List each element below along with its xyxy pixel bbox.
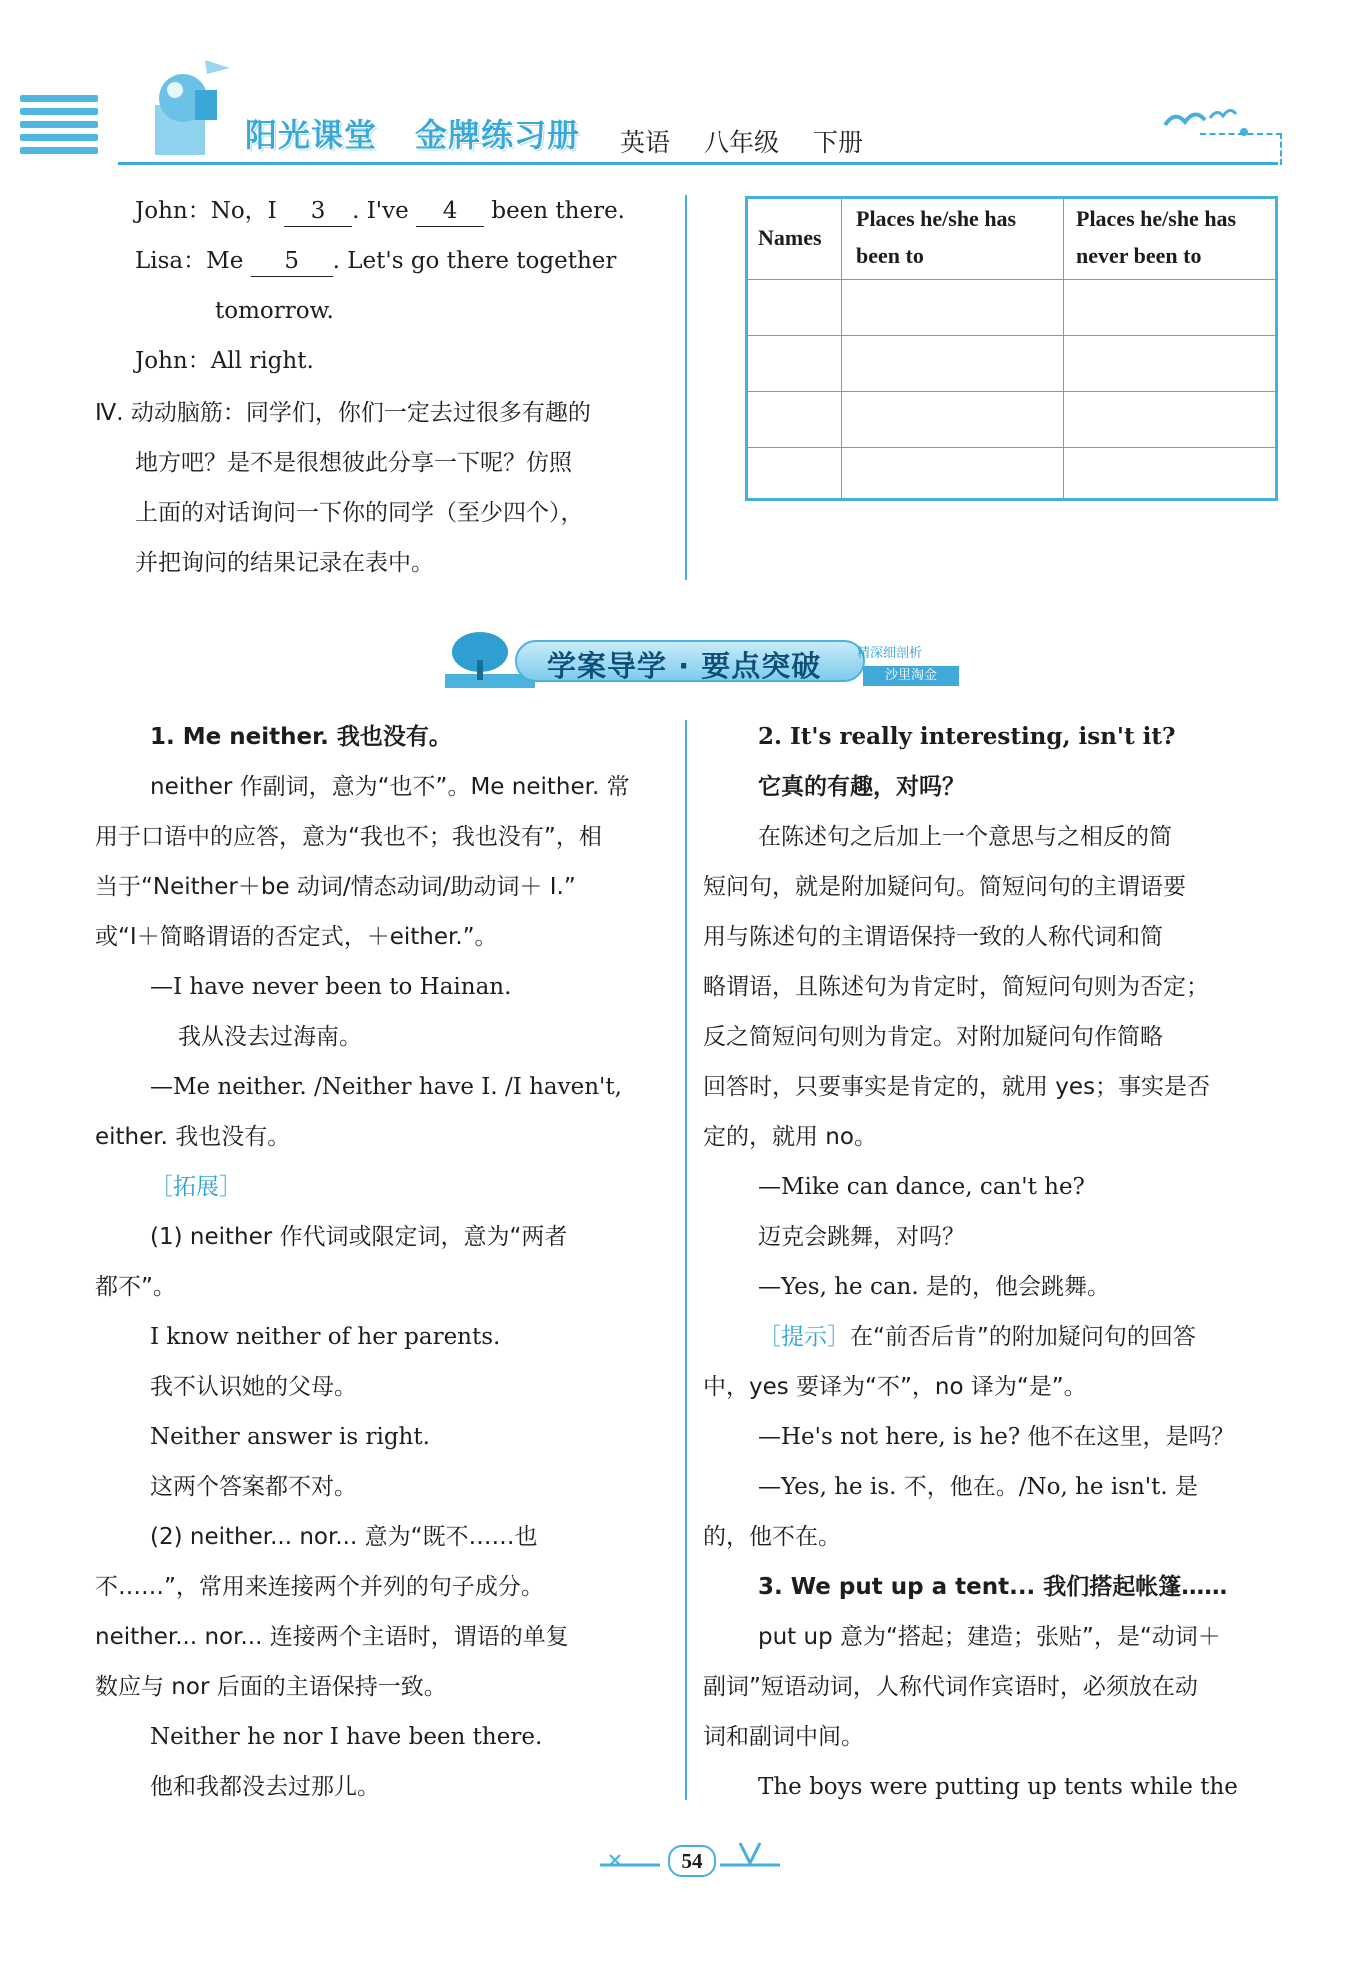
- right-text: 词和副词中间。: [703, 1724, 864, 1750]
- table-header-never-1: Places he/she has: [1076, 206, 1237, 231]
- page-number: 54: [668, 1845, 716, 1877]
- dialogue-line-john-1: [135, 196, 625, 227]
- dialogue-text: Me: [206, 248, 244, 274]
- left-text: neither 作副词，意为“也不”。Me neither. 常: [150, 774, 630, 800]
- task4-line: 地方吧？是不是很想彼此分享一下呢？仿照: [135, 450, 572, 476]
- example-en: —Yes, he is. 不，他在。/No, he isn't. 是: [758, 1474, 1198, 1500]
- grade: 八年级: [704, 128, 780, 157]
- brand-title-1: 阳光课堂: [245, 116, 378, 154]
- tip-label: ［提示］: [758, 1324, 850, 1350]
- table-row[interactable]: [748, 391, 1275, 448]
- dialogue-line-john-2: John：All right.: [135, 348, 314, 374]
- table-header-been-1: Places he/she has: [856, 206, 1017, 231]
- extension-label: ［拓展］: [150, 1174, 242, 1200]
- right-text: 副词”短语动词，人称代词作宾语时，必须放在动: [703, 1674, 1198, 1700]
- table-header-never-2: never been to: [1076, 243, 1202, 268]
- speaker-john: John：: [135, 198, 211, 224]
- subject: 英语: [620, 128, 671, 157]
- task4-line: 上面的对话询问一下你的同学（至少四个），: [135, 500, 584, 526]
- dialogue-text: been there.: [491, 198, 625, 224]
- right-text: 中，yes 要译为“不”，no 译为“是”。: [703, 1374, 1087, 1400]
- example-en: —Yes, he can. 是的，他会跳舞。: [758, 1274, 1110, 1300]
- example-cn: 迈克会跳舞，对吗？: [758, 1224, 965, 1250]
- example-en: —I have never been to Hainan.: [150, 974, 512, 1000]
- brand-title-2: 金牌练习册: [415, 116, 581, 154]
- example-en: Neither he nor I have been there.: [150, 1724, 543, 1750]
- example-cn: 我从没去过海南。: [178, 1024, 362, 1050]
- example-cn: either. 我也没有。: [95, 1124, 291, 1150]
- left-text: 都不”。: [95, 1274, 176, 1300]
- example-en: —Me neither. /Neither have I. /I haven't,: [150, 1074, 622, 1100]
- dialogue-text: No，I: [210, 198, 277, 224]
- right-text: 略谓语，且陈述句为肯定时，简短问句则为否定；: [703, 974, 1209, 1000]
- right-text: 用与陈述句的主谓语保持一致的人称代词和简: [703, 924, 1163, 950]
- right-text: 反之简短问句则为肯定。对附加疑问句作简略: [703, 1024, 1163, 1050]
- left-text: neither... nor... 连接两个主语时，谓语的单复: [95, 1624, 569, 1650]
- dialogue-text: . Let's go there together: [332, 248, 617, 274]
- left-text: 数应与 nor 后面的主语保持一致。: [95, 1674, 447, 1700]
- survey-table: [745, 196, 1278, 501]
- table-row[interactable]: [748, 335, 1275, 392]
- example-en: I know neither of her parents.: [150, 1324, 501, 1350]
- right-text: put up 意为“搭起；建造；张贴”，是“动词＋: [758, 1624, 1221, 1650]
- page-footer: [590, 1835, 790, 1885]
- example-cn: 的，他不在。: [703, 1524, 841, 1550]
- right-text: 定的，就用 no。: [703, 1124, 877, 1150]
- point-2-translation: 它真的有趣，对吗？: [758, 774, 965, 800]
- left-text: (2) neither... nor... 意为“既不……也: [150, 1524, 538, 1550]
- dialogue-text: . I've: [352, 198, 409, 224]
- tip-line: [758, 1322, 1196, 1352]
- header-rule: [118, 162, 1278, 165]
- section-banner: [435, 630, 955, 692]
- table-header-names: Names: [758, 225, 822, 250]
- volume: 下册: [813, 128, 864, 157]
- point-1-title: 1. Me neither. 我也没有。: [150, 724, 452, 750]
- header-logo-icon: [135, 60, 235, 160]
- header-subject: [620, 123, 897, 159]
- point-3-title: 3. We put up a tent... 我们搭起帐篷……: [758, 1574, 1228, 1600]
- example-cn: 这两个答案都不对。: [150, 1474, 357, 1500]
- example-cn: 他和我都没去过那儿。: [150, 1774, 380, 1800]
- column-divider-top: [685, 195, 687, 580]
- header-brand: [245, 110, 618, 156]
- point-2-title: 2. It's really interesting, isn't it?: [758, 723, 1176, 750]
- table-header-been-2: been to: [856, 243, 924, 268]
- right-text: 回答时，只要事实是肯定的，就用 yes；事实是否: [703, 1074, 1211, 1100]
- task4-line: 并把询问的结果记录在表中。: [135, 550, 434, 576]
- answer-blank-3[interactable]: 3: [284, 196, 352, 227]
- example-cn: 我不认识她的父母。: [150, 1374, 357, 1400]
- header-stripes: [20, 95, 98, 165]
- left-text: (1) neither 作代词或限定词，意为“两者: [150, 1224, 568, 1250]
- banner-tag-1: 精深细剖析: [857, 646, 923, 661]
- dialogue-line-lisa-2: tomorrow.: [215, 298, 334, 324]
- example-en: Neither answer is right.: [150, 1424, 430, 1450]
- example-en: —He's not here, is he? 他不在这里，是吗？: [758, 1424, 1235, 1450]
- task4-line: Ⅳ. 动动脑筋：同学们，你们一定去过很多有趣的: [95, 400, 591, 426]
- left-text: 用于口语中的应答，意为“我也不；我也没有”，相: [95, 824, 602, 850]
- table-row[interactable]: [748, 279, 1275, 336]
- banner-tag-2: 沙里淘金: [863, 666, 959, 686]
- answer-blank-5[interactable]: 5: [251, 246, 333, 277]
- column-divider-bottom: [685, 720, 687, 1800]
- left-text: 不……”，常用来连接两个并列的句子成分。: [95, 1574, 544, 1600]
- right-text: 在陈述句之后加上一个意思与之相反的简: [758, 824, 1172, 850]
- example-en: The boys were putting up tents while the: [758, 1774, 1238, 1800]
- right-text: 短问句，就是附加疑问句。简短问句的主谓语要: [703, 874, 1186, 900]
- left-text: 或“I＋简略谓语的否定式，＋either.”。: [95, 924, 498, 950]
- speaker-lisa: Lisa：: [135, 248, 207, 274]
- example-en: —Mike can dance, can't he?: [758, 1174, 1085, 1200]
- header-corner: [1200, 133, 1282, 165]
- tip-text: 在“前否后肯”的附加疑问句的回答: [850, 1324, 1196, 1350]
- left-text: 当于“Neither＋be 动词/情态动词/助动词＋ I.”: [95, 874, 576, 900]
- banner-title: 学案导学 · 要点突破: [547, 649, 822, 683]
- dialogue-line-lisa-1: [135, 246, 616, 277]
- answer-blank-4[interactable]: 4: [416, 196, 484, 227]
